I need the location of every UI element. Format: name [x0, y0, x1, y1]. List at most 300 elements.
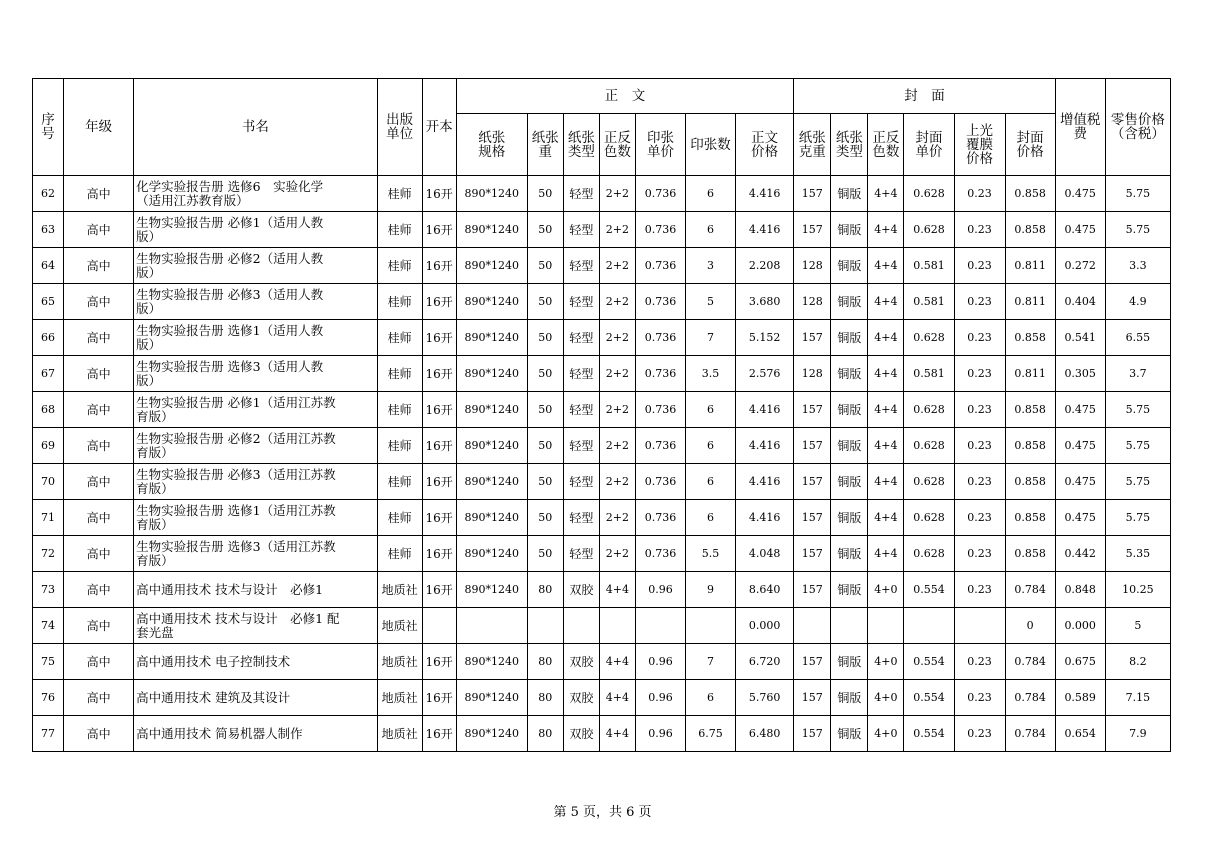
cell-cover-unit-price: 0.628: [904, 536, 954, 572]
cell-body-price: 2.208: [736, 248, 794, 284]
cell-cover-type: 铜版: [831, 248, 868, 284]
cell-seq: 67: [33, 356, 64, 392]
cell-vat: 0.442: [1055, 536, 1105, 572]
cell-sheet-count: 7: [686, 644, 736, 680]
cell-seq: 70: [33, 464, 64, 500]
cell-lamination-price: 0.23: [954, 320, 1005, 356]
cell-paper-weight: 50: [527, 500, 563, 536]
cell-lamination-price: 0.23: [954, 680, 1005, 716]
cell-cover-colors: 4+0: [868, 644, 904, 680]
cell-colors: 2+2: [599, 176, 635, 212]
cell-vat: 0.675: [1055, 644, 1105, 680]
cell-retail-price: 5: [1105, 608, 1170, 644]
cell-body-price: 4.416: [736, 212, 794, 248]
cell-grade: 高中: [64, 536, 134, 572]
cell-sheet-price: 0.96: [635, 680, 685, 716]
cell-colors: 2+2: [599, 284, 635, 320]
cell-sheet-price: 0.96: [635, 572, 685, 608]
cell-sheet-count: 3.5: [686, 356, 736, 392]
cell-paper-weight: 50: [527, 212, 563, 248]
cell-vat: 0.404: [1055, 284, 1105, 320]
cell-paper-weight: 80: [527, 680, 563, 716]
cell-paper-spec: 890*1240: [456, 176, 527, 212]
header-body-col: 印张 单价: [635, 114, 685, 176]
cell-paper-weight: 50: [527, 356, 563, 392]
cell-body-price: 3.680: [736, 284, 794, 320]
cell-sheet-count: 9: [686, 572, 736, 608]
cell-paper-type: 双胶: [563, 644, 599, 680]
cell-paper-spec: 890*1240: [456, 680, 527, 716]
page-footer: 第 5 页，共 6 页: [553, 805, 652, 820]
cell-vat: 0.305: [1055, 356, 1105, 392]
cell-cover-weight: 157: [794, 716, 831, 752]
cell-cover-price: 0.858: [1005, 464, 1055, 500]
cell-cover-unit-price: 0.628: [904, 500, 954, 536]
cell-format: 16开: [422, 428, 456, 464]
cell-publisher: 桂师: [377, 284, 422, 320]
cell-grade: 高中: [64, 356, 134, 392]
cell-retail-price: 7.9: [1105, 716, 1170, 752]
cell-vat: 0.272: [1055, 248, 1105, 284]
cell-cover-weight: 157: [794, 428, 831, 464]
cell-seq: 64: [33, 248, 64, 284]
cell-sheet-count: 5: [686, 284, 736, 320]
cell-retail-price: 5.75: [1105, 176, 1170, 212]
cell-cover-type: 铜版: [831, 572, 868, 608]
cell-vat: 0.475: [1055, 464, 1105, 500]
cell-cover-type: 铜版: [831, 680, 868, 716]
cell-colors: 2+2: [599, 356, 635, 392]
cell-cover-weight: [794, 608, 831, 644]
cell-cover-unit-price: 0.581: [904, 248, 954, 284]
cell-vat: 0.541: [1055, 320, 1105, 356]
header-cover-col: 封面 单价: [904, 114, 954, 176]
cell-lamination-price: 0.23: [954, 644, 1005, 680]
cell-paper-weight: 50: [527, 320, 563, 356]
cell-grade: 高中: [64, 428, 134, 464]
cell-retail-price: 5.75: [1105, 464, 1170, 500]
cell-body-price: 4.048: [736, 536, 794, 572]
cell-vat: 0.848: [1055, 572, 1105, 608]
cell-paper-weight: 80: [527, 716, 563, 752]
cell-grade: 高中: [64, 572, 134, 608]
cell-seq: 65: [33, 284, 64, 320]
header-vat: 增值税 费: [1055, 79, 1105, 176]
header-title: 书名: [134, 79, 377, 176]
cell-cover-weight: 128: [794, 248, 831, 284]
cell-cover-type: 铜版: [831, 464, 868, 500]
cell-paper-weight: 50: [527, 536, 563, 572]
cell-format: 16开: [422, 500, 456, 536]
cell-paper-spec: 890*1240: [456, 356, 527, 392]
cell-cover-colors: 4+4: [868, 284, 904, 320]
cell-paper-spec: 890*1240: [456, 644, 527, 680]
header-body-col: 印张数: [686, 114, 736, 176]
cell-colors: 2+2: [599, 500, 635, 536]
cell-seq: 68: [33, 392, 64, 428]
cell-format: [422, 608, 456, 644]
cell-lamination-price: 0.23: [954, 716, 1005, 752]
table-row: [33, 284, 1171, 320]
header-body-col: 纸张 重: [527, 114, 563, 176]
cell-sheet-count: 3: [686, 248, 736, 284]
cell-sheet-count: [686, 608, 736, 644]
header-cover-group: 封 面: [794, 79, 1055, 114]
cell-cover-unit-price: 0.628: [904, 212, 954, 248]
cell-paper-type: 轻型: [563, 464, 599, 500]
cell-sheet-count: 5.5: [686, 536, 736, 572]
cell-paper-type: 轻型: [563, 500, 599, 536]
cell-colors: 2+2: [599, 428, 635, 464]
cell-sheet-price: 0.736: [635, 392, 685, 428]
cell-cover-type: 铜版: [831, 644, 868, 680]
cell-cover-type: [831, 608, 868, 644]
cell-cover-type: 铜版: [831, 716, 868, 752]
cell-seq: 75: [33, 644, 64, 680]
cell-cover-colors: 4+4: [868, 212, 904, 248]
cell-format: 16开: [422, 248, 456, 284]
cell-cover-weight: 157: [794, 320, 831, 356]
cell-sheet-price: 0.96: [635, 644, 685, 680]
cell-body-price: 4.416: [736, 500, 794, 536]
header-body-col: 纸张 类型: [563, 114, 599, 176]
cell-format: 16开: [422, 572, 456, 608]
cell-vat: 0.475: [1055, 500, 1105, 536]
cell-body-price: 6.480: [736, 716, 794, 752]
table-row: [33, 536, 1171, 572]
cell-sheet-price: 0.736: [635, 536, 685, 572]
cell-cover-price: 0.811: [1005, 248, 1055, 284]
cell-format: 16开: [422, 464, 456, 500]
cell-sheet-price: 0.736: [635, 356, 685, 392]
cell-paper-type: 轻型: [563, 536, 599, 572]
table-row: [33, 644, 1171, 680]
cell-paper-spec: 890*1240: [456, 716, 527, 752]
cell-paper-type: 轻型: [563, 284, 599, 320]
cell-seq: 62: [33, 176, 64, 212]
cell-sheet-price: 0.736: [635, 500, 685, 536]
cell-cover-colors: 4+0: [868, 680, 904, 716]
cell-body-price: 5.152: [736, 320, 794, 356]
cell-sheet-count: 6.75: [686, 716, 736, 752]
table-row: [33, 428, 1171, 464]
cell-sheet-count: 6: [686, 176, 736, 212]
cell-body-price: 4.416: [736, 176, 794, 212]
cell-paper-spec: 890*1240: [456, 212, 527, 248]
cell-cover-unit-price: 0.581: [904, 284, 954, 320]
header-seq: 序 号: [33, 79, 64, 176]
header-grade: 年级: [64, 79, 134, 176]
cell-retail-price: 7.15: [1105, 680, 1170, 716]
cell-paper-type: 轻型: [563, 356, 599, 392]
cell-seq: 69: [33, 428, 64, 464]
cell-cover-weight: 157: [794, 212, 831, 248]
cell-retail-price: 5.75: [1105, 392, 1170, 428]
cell-format: 16开: [422, 356, 456, 392]
cell-seq: 63: [33, 212, 64, 248]
cell-seq: 77: [33, 716, 64, 752]
cell-cover-unit-price: 0.628: [904, 320, 954, 356]
cell-cover-type: 铜版: [831, 428, 868, 464]
header-retail: 零售价格 （含税）: [1105, 79, 1170, 176]
cell-body-price: 2.576: [736, 356, 794, 392]
table-row: [33, 320, 1171, 356]
cell-cover-colors: 4+4: [868, 428, 904, 464]
cell-vat: 0.475: [1055, 428, 1105, 464]
cell-cover-weight: 157: [794, 680, 831, 716]
cell-title: 高中通用技术 建筑及其设计: [134, 680, 377, 716]
cell-cover-weight: 157: [794, 536, 831, 572]
cell-title: 生物实验报告册 必修3（适用人教 版）: [134, 284, 377, 320]
table-row: [33, 248, 1171, 284]
header-body-col: 纸张 规格: [456, 114, 527, 176]
cell-paper-type: 双胶: [563, 716, 599, 752]
cell-paper-spec: 890*1240: [456, 320, 527, 356]
cell-paper-spec: [456, 608, 527, 644]
cell-cover-price: 0.784: [1005, 680, 1055, 716]
cell-cover-price: 0.858: [1005, 392, 1055, 428]
cell-paper-weight: 80: [527, 644, 563, 680]
cell-format: 16开: [422, 680, 456, 716]
table-row: [33, 212, 1171, 248]
cell-sheet-count: 6: [686, 500, 736, 536]
cell-cover-colors: 4+0: [868, 716, 904, 752]
cell-cover-price: 0.784: [1005, 572, 1055, 608]
cell-lamination-price: 0.23: [954, 284, 1005, 320]
header-body-col: 正文 价格: [736, 114, 794, 176]
cell-paper-type: 轻型: [563, 392, 599, 428]
cell-publisher: 桂师: [377, 500, 422, 536]
cell-format: 16开: [422, 320, 456, 356]
cell-cover-weight: 157: [794, 572, 831, 608]
cell-lamination-price: 0.23: [954, 248, 1005, 284]
cell-title: 生物实验报告册 选修3（适用江苏教 育版）: [134, 536, 377, 572]
cell-sheet-price: 0.96: [635, 716, 685, 752]
cell-publisher: 地质社: [377, 716, 422, 752]
cell-colors: 2+2: [599, 536, 635, 572]
cell-retail-price: 10.25: [1105, 572, 1170, 608]
cell-retail-price: 5.75: [1105, 428, 1170, 464]
cell-cover-colors: 4+4: [868, 320, 904, 356]
cell-seq: 72: [33, 536, 64, 572]
cell-format: 16开: [422, 644, 456, 680]
cell-sheet-price: 0.736: [635, 320, 685, 356]
cell-body-price: 5.760: [736, 680, 794, 716]
cell-grade: 高中: [64, 176, 134, 212]
cell-grade: 高中: [64, 644, 134, 680]
cell-colors: 2+2: [599, 212, 635, 248]
cell-lamination-price: 0.23: [954, 572, 1005, 608]
cell-paper-weight: [527, 608, 563, 644]
cell-publisher: 桂师: [377, 320, 422, 356]
cell-title: 生物实验报告册 必修1（适用江苏教 育版）: [134, 392, 377, 428]
cell-cover-unit-price: 0.554: [904, 572, 954, 608]
cell-lamination-price: [954, 608, 1005, 644]
header-body-group: 正 文: [456, 79, 794, 114]
cell-title: 高中通用技术 技术与设计 必修1: [134, 572, 377, 608]
cell-colors: 4+4: [599, 680, 635, 716]
table-row: [33, 680, 1171, 716]
cell-publisher: 桂师: [377, 212, 422, 248]
cell-paper-weight: 50: [527, 428, 563, 464]
cell-cover-type: 铜版: [831, 212, 868, 248]
cell-cover-price: 0.858: [1005, 176, 1055, 212]
cell-sheet-price: 0.736: [635, 284, 685, 320]
cell-title: 生物实验报告册 必修2（适用人教 版）: [134, 248, 377, 284]
cell-paper-spec: 890*1240: [456, 536, 527, 572]
table-row: [33, 608, 1171, 644]
cell-grade: 高中: [64, 464, 134, 500]
cell-cover-price: 0.784: [1005, 644, 1055, 680]
cell-paper-type: 轻型: [563, 212, 599, 248]
cell-format: 16开: [422, 536, 456, 572]
cell-retail-price: 5.75: [1105, 212, 1170, 248]
table-row: [33, 356, 1171, 392]
cell-cover-unit-price: 0.581: [904, 356, 954, 392]
cell-paper-type: 轻型: [563, 248, 599, 284]
cell-format: 16开: [422, 212, 456, 248]
cell-format: 16开: [422, 176, 456, 212]
cell-paper-type: 轻型: [563, 176, 599, 212]
cell-paper-spec: 890*1240: [456, 428, 527, 464]
cell-cover-unit-price: [904, 608, 954, 644]
table-row: [33, 176, 1171, 212]
cell-body-price: 8.640: [736, 572, 794, 608]
cell-title: 高中通用技术 电子控制技术: [134, 644, 377, 680]
cell-retail-price: 3.7: [1105, 356, 1170, 392]
cell-cover-type: 铜版: [831, 320, 868, 356]
cell-sheet-count: 7: [686, 320, 736, 356]
cell-body-price: 4.416: [736, 428, 794, 464]
cell-cover-colors: 4+4: [868, 536, 904, 572]
cell-body-price: 4.416: [736, 392, 794, 428]
cell-colors: 4+4: [599, 716, 635, 752]
cell-cover-price: 0.784: [1005, 716, 1055, 752]
cell-paper-spec: 890*1240: [456, 464, 527, 500]
cell-grade: 高中: [64, 320, 134, 356]
cell-paper-type: [563, 608, 599, 644]
cell-cover-price: 0.811: [1005, 284, 1055, 320]
cell-grade: 高中: [64, 248, 134, 284]
cell-cover-weight: 157: [794, 392, 831, 428]
cell-grade: 高中: [64, 608, 134, 644]
cell-vat: 0.475: [1055, 212, 1105, 248]
cell-paper-weight: 50: [527, 176, 563, 212]
cell-title: 生物实验报告册 选修3（适用人教 版）: [134, 356, 377, 392]
cell-grade: 高中: [64, 716, 134, 752]
table-row: [33, 392, 1171, 428]
cell-grade: 高中: [64, 284, 134, 320]
cell-sheet-price: [635, 608, 685, 644]
cell-cover-unit-price: 0.554: [904, 680, 954, 716]
cell-paper-spec: 890*1240: [456, 284, 527, 320]
header-format: 开本: [422, 79, 456, 176]
header-cover-col: 封面 价格: [1005, 114, 1055, 176]
cell-seq: 71: [33, 500, 64, 536]
cell-publisher: 地质社: [377, 572, 422, 608]
cell-colors: 2+2: [599, 392, 635, 428]
price-table: [32, 78, 1171, 752]
cell-cover-type: 铜版: [831, 284, 868, 320]
cell-colors: 2+2: [599, 320, 635, 356]
cell-paper-type: 轻型: [563, 320, 599, 356]
cell-publisher: 桂师: [377, 176, 422, 212]
cell-sheet-price: 0.736: [635, 428, 685, 464]
cell-cover-weight: 128: [794, 356, 831, 392]
cell-retail-price: 4.9: [1105, 284, 1170, 320]
cell-colors: 2+2: [599, 248, 635, 284]
cell-vat: 0.654: [1055, 716, 1105, 752]
cell-cover-price: 0.858: [1005, 428, 1055, 464]
cell-body-price: 0.000: [736, 608, 794, 644]
cell-lamination-price: 0.23: [954, 536, 1005, 572]
table-row: [33, 716, 1171, 752]
cell-colors: 4+4: [599, 572, 635, 608]
cell-publisher: 桂师: [377, 248, 422, 284]
cell-cover-unit-price: 0.628: [904, 428, 954, 464]
cell-colors: [599, 608, 635, 644]
header-cover-col: 纸张 类型: [831, 114, 868, 176]
cell-cover-unit-price: 0.628: [904, 464, 954, 500]
cell-lamination-price: 0.23: [954, 356, 1005, 392]
cell-seq: 76: [33, 680, 64, 716]
cell-title: 生物实验报告册 选修1（适用江苏教 育版）: [134, 500, 377, 536]
cell-lamination-price: 0.23: [954, 428, 1005, 464]
cell-grade: 高中: [64, 680, 134, 716]
cell-retail-price: 8.2: [1105, 644, 1170, 680]
cell-cover-type: 铜版: [831, 500, 868, 536]
cell-cover-price: 0.858: [1005, 320, 1055, 356]
cell-retail-price: 5.35: [1105, 536, 1170, 572]
table-row: [33, 464, 1171, 500]
cell-colors: 4+4: [599, 644, 635, 680]
cell-cover-unit-price: 0.628: [904, 392, 954, 428]
cell-lamination-price: 0.23: [954, 212, 1005, 248]
cell-publisher: 桂师: [377, 356, 422, 392]
cell-cover-price: 0.858: [1005, 536, 1055, 572]
cell-colors: 2+2: [599, 464, 635, 500]
cell-body-price: 6.720: [736, 644, 794, 680]
cell-cover-weight: 157: [794, 644, 831, 680]
cell-sheet-price: 0.736: [635, 176, 685, 212]
cell-seq: 74: [33, 608, 64, 644]
cell-sheet-price: 0.736: [635, 248, 685, 284]
cell-cover-colors: 4+4: [868, 176, 904, 212]
cell-paper-weight: 50: [527, 284, 563, 320]
cell-cover-weight: 157: [794, 176, 831, 212]
cell-grade: 高中: [64, 212, 134, 248]
cell-sheet-count: 6: [686, 212, 736, 248]
cell-retail-price: 5.75: [1105, 500, 1170, 536]
cell-cover-unit-price: 0.628: [904, 176, 954, 212]
cell-seq: 73: [33, 572, 64, 608]
cell-cover-price: 0.858: [1005, 212, 1055, 248]
cell-paper-weight: 50: [527, 392, 563, 428]
header-cover-col: 纸张 克重: [794, 114, 831, 176]
cell-sheet-price: 0.736: [635, 464, 685, 500]
cell-lamination-price: 0.23: [954, 176, 1005, 212]
cell-cover-type: 铜版: [831, 176, 868, 212]
cell-vat: 0.475: [1055, 176, 1105, 212]
cell-vat: 0.000: [1055, 608, 1105, 644]
cell-title: 生物实验报告册 必修3（适用江苏教 育版）: [134, 464, 377, 500]
cell-publisher: 桂师: [377, 464, 422, 500]
cell-cover-weight: 128: [794, 284, 831, 320]
header-cover-col: 正反 色数: [868, 114, 904, 176]
cell-lamination-price: 0.23: [954, 500, 1005, 536]
cell-publisher: 桂师: [377, 392, 422, 428]
cell-paper-spec: 890*1240: [456, 572, 527, 608]
